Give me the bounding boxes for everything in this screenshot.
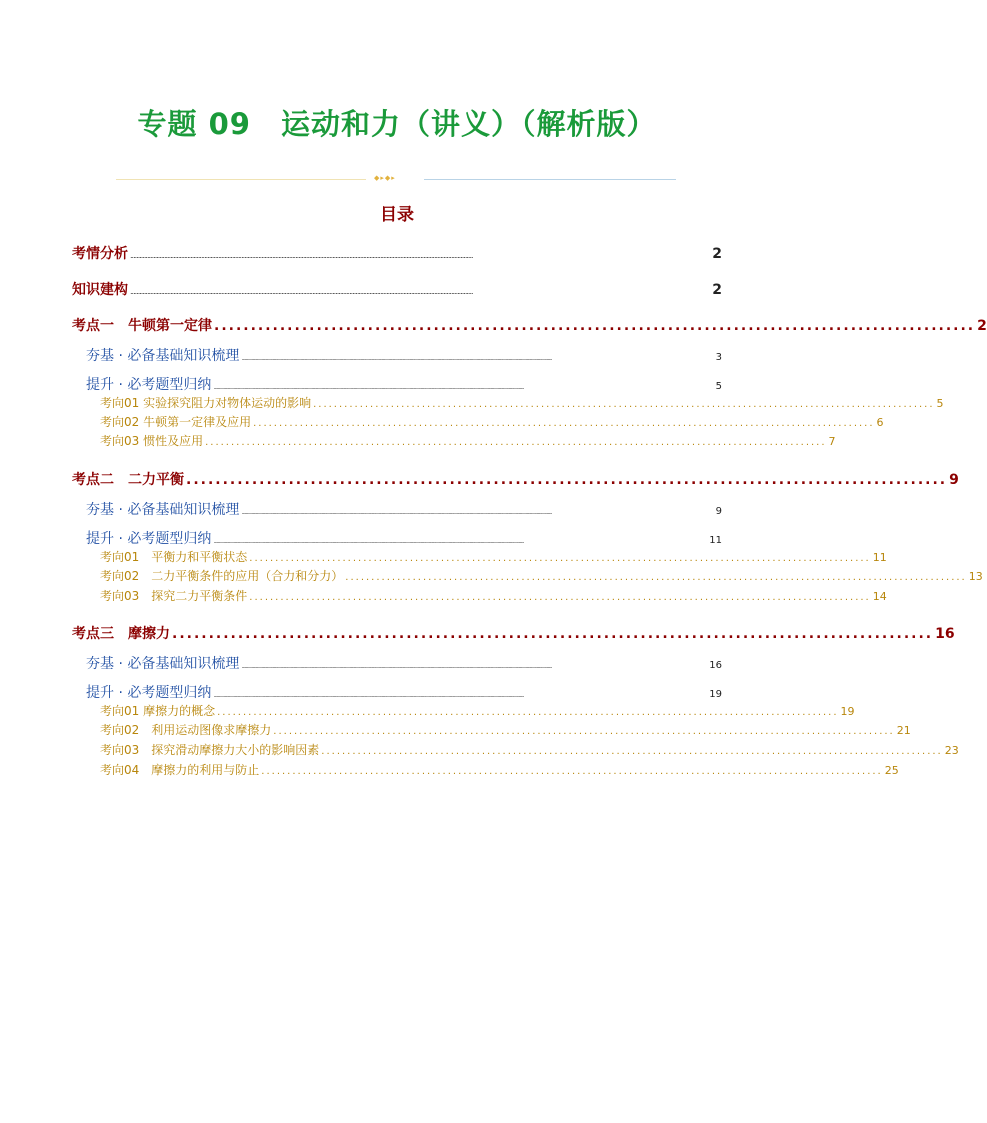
toc-entry-section[interactable] xyxy=(72,279,722,299)
toc-entry-label: 考向01 摩擦力的概念 xyxy=(100,704,216,718)
toc-entry-page: 21 xyxy=(896,724,911,737)
toc-entry-label: 考向01 实验探究阻力对物体运动的影响 xyxy=(100,396,312,410)
toc-entry-label: 考点二 二力平衡 xyxy=(72,472,184,488)
toc-entry-page: 6 xyxy=(876,416,884,429)
toc-entry-page: 9 xyxy=(949,472,959,488)
toc-dot-leader: ........................................................................................................................ xyxy=(205,437,827,448)
toc-entry-label: 提升 · 必考题型归纳 xyxy=(86,377,212,393)
toc-dot-leader: ........................................................................................................ xyxy=(186,472,948,488)
toc-dot-leader: ........................................................................................................................ xyxy=(273,726,895,737)
title-divider xyxy=(116,174,676,182)
toc-entry-page: 2 xyxy=(712,282,722,298)
toc-entry-sub[interactable] xyxy=(86,345,722,365)
toc-entry-label: 考向02 牛顿第一定律及应用 xyxy=(100,415,252,429)
toc-entry-label: 考向04 摩擦力的利用与防止 xyxy=(100,763,260,777)
toc-dot-leader: ...................................................................................................................................................................................................................................................................................................................................................... xyxy=(213,538,524,545)
toc-entry-page: 3 xyxy=(715,352,722,363)
toc-entry-page: 5 xyxy=(936,397,944,410)
toc-entry-item[interactable] xyxy=(100,741,959,758)
toc-entry-item[interactable] xyxy=(100,432,836,449)
toc-dot-leader: ...................................................................................................................................................................................................................................................................................................................................................... xyxy=(213,384,524,391)
toc-entry-label: 夯基 · 必备基础知识梳理 xyxy=(86,502,240,518)
toc-entry-label: 考点一 牛顿第一定律 xyxy=(72,318,212,334)
toc-entry-topic[interactable] xyxy=(72,469,959,489)
toc-entry-label: 提升 · 必考题型归纳 xyxy=(86,531,212,547)
toc-entry-label: 知识建构 xyxy=(72,282,128,298)
toc-entry-item[interactable] xyxy=(100,761,899,778)
toc-entry-page: 19 xyxy=(840,705,855,718)
toc-entry-label: 考点三 摩擦力 xyxy=(72,626,170,642)
toc-entry-label: 提升 · 必考题型归纳 xyxy=(86,685,212,701)
toc-dot-leader: ...................................................................................................................................................................................................................................................................................................................................................... xyxy=(213,692,524,699)
toc-entry-page: 11 xyxy=(709,535,722,546)
toc-dot-leader: ........................................................................................................................ xyxy=(321,746,943,757)
toc-entry-item[interactable] xyxy=(100,394,944,411)
toc-entry-label: 夯基 · 必备基础知识梳理 xyxy=(86,348,240,364)
toc-entry-label: 考向03 探究滑动摩擦力大小的影响因素 xyxy=(100,743,320,757)
toc-entry-sub[interactable] xyxy=(86,682,722,702)
toc-entry-page: 16 xyxy=(709,660,722,671)
toc-entry-page: 19 xyxy=(709,689,722,700)
toc-entry-label: 考情分析 xyxy=(72,246,128,262)
toc-entry-topic[interactable] xyxy=(72,315,987,335)
toc-dot-leader: ........................................................................................................................ xyxy=(249,553,871,564)
toc-entry-page: 14 xyxy=(872,590,887,603)
toc-entry-label: 考向02 二力平衡条件的应用（合力和分力） xyxy=(100,569,344,583)
toc-entry-page: 11 xyxy=(872,551,887,564)
toc-entry-page: 23 xyxy=(944,744,959,757)
toc-entry-item[interactable] xyxy=(100,413,884,430)
toc-entry-sub[interactable] xyxy=(86,374,722,394)
toc-dot-leader: ........................................................................................................................ xyxy=(261,766,883,777)
divider-line-right xyxy=(424,179,676,180)
toc-entry-item[interactable] xyxy=(100,587,887,604)
toc-entry-item[interactable] xyxy=(100,548,887,565)
toc-entry-page: 5 xyxy=(715,381,722,392)
divider-line-left xyxy=(116,179,366,180)
toc-dot-leader: ........................................................................................................ xyxy=(214,318,976,334)
toc-entry-label: 夯基 · 必备基础知识梳理 xyxy=(86,656,240,672)
toc-entry-item[interactable] xyxy=(100,702,855,719)
toc-entry-label: 考向01 平衡力和平衡状态 xyxy=(100,550,248,564)
toc-entry-label: 考向03 探究二力平衡条件 xyxy=(100,589,248,603)
toc-entry-label: 考向03 惯性及应用 xyxy=(100,434,204,448)
toc-dot-leader: ...................................................................................................................................................................................................................................................................................................................................................... xyxy=(241,355,552,362)
toc-entry-page: 7 xyxy=(828,435,836,448)
toc-dot-leader: ........................................................................................................................ xyxy=(313,399,935,410)
toc-dot-leader: ........................................................................................................................ xyxy=(253,418,875,429)
toc-entry-page: 16 xyxy=(935,626,955,642)
toc-dot-leader: ........................................................................................................................ xyxy=(217,707,839,718)
toc-entry-sub[interactable] xyxy=(86,499,722,519)
toc-dot-leader: ...................................................................................................................................................................................................................................................................................................................................................... xyxy=(241,663,552,670)
toc-entry-page: 2 xyxy=(977,318,987,334)
toc-entry-page: 9 xyxy=(715,506,722,517)
toc-dot-leader: ...................................................................................................................................................................................................................................................................................................................................................... xyxy=(241,509,552,516)
toc-entry-page: 25 xyxy=(884,764,899,777)
toc-entry-sub[interactable] xyxy=(86,653,722,673)
divider-ornament-icon: ◆▸◆▸ xyxy=(374,174,396,182)
toc-dot-leader: ........................................................................................................................ xyxy=(345,572,967,583)
document-title: 专题 09 运动和力（讲义）（解析版） xyxy=(137,107,657,141)
toc-entry-page: 2 xyxy=(712,246,722,262)
toc-entry-sub[interactable] xyxy=(86,528,722,548)
toc-entry-label: 考向02 利用运动图像求摩擦力 xyxy=(100,723,272,737)
toc-dot-leader: .............................................................................................................................................................................................................................. xyxy=(130,287,473,296)
toc-entry-section[interactable] xyxy=(72,243,722,263)
toc-entry-topic[interactable] xyxy=(72,623,955,643)
toc-entry-item[interactable] xyxy=(100,567,983,584)
toc-dot-leader: .............................................................................................................................................................................................................................. xyxy=(130,251,473,260)
toc-entry-page: 13 xyxy=(968,570,983,583)
toc-entry-item[interactable] xyxy=(100,721,911,738)
toc-dot-leader: ........................................................................................................................ xyxy=(249,592,871,603)
toc-heading: 目录 xyxy=(380,205,414,225)
toc-dot-leader: ........................................................................................................ xyxy=(172,626,934,642)
